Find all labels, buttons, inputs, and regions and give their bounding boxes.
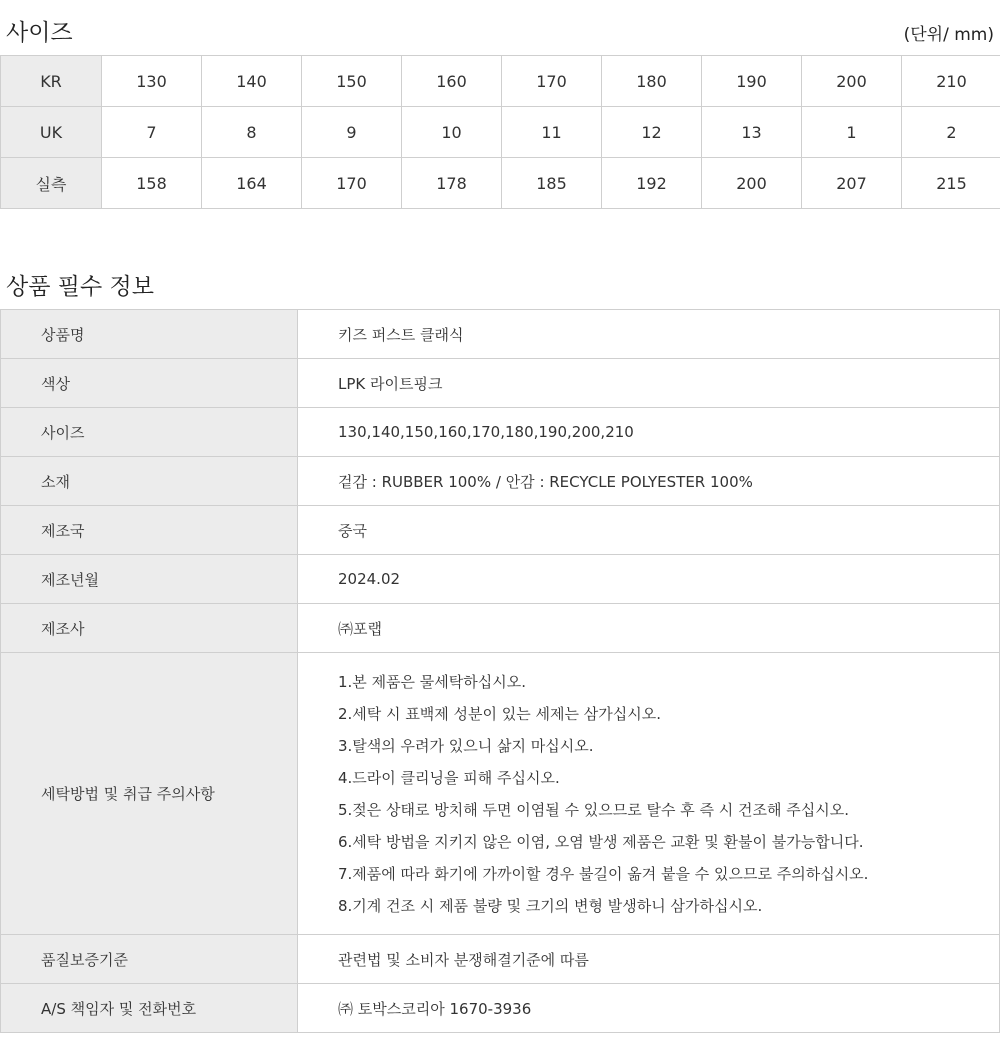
size-cell: 192 [602,158,702,209]
care-instructions [298,653,1000,935]
info-row-country [1,506,1000,555]
size-cell: 13 [702,107,802,158]
size-cell: 2 [902,107,1000,158]
info-row-size [1,408,1000,457]
care-item: 7.제품에 따라 화기에 가까이할 경우 불길이 옮겨 붙을 수 있으므로 주의하십시오. [338,864,869,883]
size-cell: 190 [702,56,802,107]
info-value: 2024.02 [298,555,1000,604]
size-cell: 10 [402,107,502,158]
info-value: 키즈 퍼스트 클래식 [298,310,1000,359]
size-cell: 158 [102,158,202,209]
info-row-quality-guarantee [1,935,1000,984]
info-value: 중국 [298,506,1000,555]
size-table [0,55,1000,209]
care-item: 3.탈색의 우려가 있으니 삶지 마십시오. [338,736,594,755]
info-value: ㈜포랩 [298,604,1000,653]
care-item: 8.기계 건조 시 제품 불량 및 크기의 변형 발생하니 삼가하십시오. [338,896,763,915]
size-cell: 200 [802,56,902,107]
size-cell: 7 [102,107,202,158]
size-cell: 8 [202,107,302,158]
size-unit-note: (단위/ mm) [903,25,994,45]
size-cell: 207 [802,158,902,209]
care-item: 2.세탁 시 표백제 성분이 있는 세제는 삼가십시오. [338,704,661,723]
care-item: 1.본 제품은 물세탁하십시오. [338,672,527,691]
size-cell: 178 [402,158,502,209]
info-label: 상품명 [1,310,298,359]
product-info-table [0,309,1000,1033]
info-value: 겉감 : RUBBER 100% / 안감 : RECYCLE POLYESTER 100% [298,457,1000,506]
info-row-as-contact [1,984,1000,1033]
size-cell: 185 [502,158,602,209]
info-label: A/S 책임자 및 전화번호 [1,984,298,1033]
size-cell: 1 [802,107,902,158]
info-value: 관련법 및 소비자 분쟁해결기준에 따름 [298,935,1000,984]
info-label: 제조년월 [1,555,298,604]
size-cell: 210 [902,56,1000,107]
info-value: LPK 라이트핑크 [298,359,1000,408]
size-row-kr [1,56,1000,107]
info-section-title: 상품 필수 정보 [6,274,154,300]
size-row-label: 실측 [1,158,102,209]
info-label: 제조사 [1,604,298,653]
info-row-manufacture-date [1,555,1000,604]
care-item: 6.세탁 방법을 지키지 않은 이염, 오염 발생 제품은 교환 및 환불이 불가능합니다. [338,832,864,851]
info-label: 소재 [1,457,298,506]
size-cell: 180 [602,56,702,107]
info-label: 세탁방법 및 취급 주의사항 [1,653,298,935]
info-row-material [1,457,1000,506]
info-label: 색상 [1,359,298,408]
info-row-manufacturer [1,604,1000,653]
info-label: 사이즈 [1,408,298,457]
size-cell: 11 [502,107,602,158]
size-cell: 200 [702,158,802,209]
care-item: 4.드라이 클리닝을 피해 주십시오. [338,768,560,787]
size-cell: 12 [602,107,702,158]
care-list [338,666,999,922]
size-row-actual [1,158,1000,209]
size-cell: 170 [302,158,402,209]
size-cell: 150 [302,56,402,107]
info-section-header [0,268,1000,301]
size-cell: 170 [502,56,602,107]
size-cell: 160 [402,56,502,107]
size-row-uk [1,107,1000,158]
size-section-title: 사이즈 [6,20,73,46]
size-cell: 9 [302,107,402,158]
size-row-label: KR [1,56,102,107]
info-label: 제조국 [1,506,298,555]
info-value: 130,140,150,160,170,180,190,200,210 [298,408,1000,457]
size-row-label: UK [1,107,102,158]
info-label: 품질보증기준 [1,935,298,984]
info-row-care [1,653,1000,935]
size-cell: 215 [902,158,1000,209]
size-section-header [0,14,1000,47]
size-cell: 130 [102,56,202,107]
info-value: ㈜ 토박스코리아 1670-3936 [298,984,1000,1033]
care-item: 5.젖은 상태로 방치해 두면 이염될 수 있으므로 탈수 후 즉 시 건조해 주십시오. [338,800,849,819]
size-cell: 140 [202,56,302,107]
info-row-color [1,359,1000,408]
size-cell: 164 [202,158,302,209]
info-row-product-name [1,310,1000,359]
